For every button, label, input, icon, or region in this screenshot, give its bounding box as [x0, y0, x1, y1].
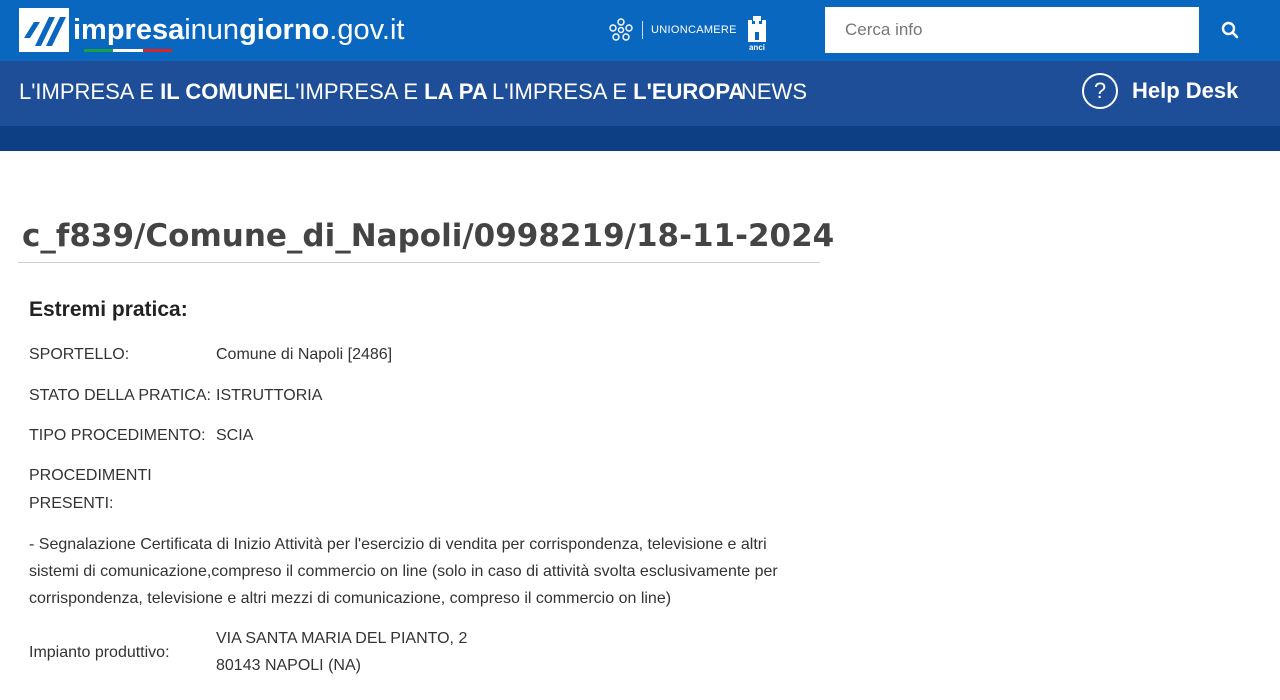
anci-tower-icon	[744, 14, 770, 52]
tipo-label: TIPO PROCEDIMENTO:	[29, 427, 206, 444]
unioncamere-icon	[608, 17, 634, 43]
search-button[interactable]	[1200, 7, 1259, 53]
unioncamere-logo[interactable]	[608, 17, 737, 43]
impianto-label: Impianto produttivo:	[29, 644, 170, 661]
procedimento-description: - Segnalazione Certificata di Inizio Attività per l'esercizio di vendita per corrispondenza, televisione e altri sistemi di comunicazione,compreso il commercio on line (solo in caso di attività svolta esclusivamente per corrispondenza, televisione e altri mezzi di comunicazione, compreso il commercio on line)	[29, 536, 778, 607]
help-desk-link[interactable]	[1082, 71, 1238, 111]
anci-logo[interactable]	[744, 14, 770, 57]
sub-bar	[0, 126, 1280, 151]
impianto-address-line-1: VIA SANTA MARIA DEL PIANTO, 2	[216, 630, 468, 647]
search-icon	[1221, 21, 1239, 39]
procedimenti-label-line-2: PRESENTI:	[29, 495, 114, 512]
search-input[interactable]	[825, 7, 1199, 53]
unioncamere-label: UNIONCAMERE	[651, 24, 737, 36]
page-title: c_f839/Comune_di_Napoli/0998219/18-11-2024	[22, 218, 835, 254]
nav-news[interactable]: NEWS	[741, 79, 807, 104]
logo-text: impresainungiorno.gov.it	[73, 14, 405, 46]
top-bar	[0, 0, 1280, 61]
help-icon: ?	[1082, 73, 1118, 109]
sportello-label: SPORTELLO:	[29, 346, 130, 363]
main-nav	[0, 61, 1280, 126]
svg-text:anci: anci	[748, 43, 766, 52]
tipo-value: SCIA	[216, 427, 254, 444]
impianto-address-line-2: 80143 NAPOLI (NA)	[216, 657, 361, 674]
stato-value: ISTRUTTORIA	[216, 387, 323, 404]
help-desk-label: Help Desk	[1132, 78, 1239, 103]
nav-impresa-pa[interactable]: L'IMPRESA E LA PA	[283, 79, 488, 104]
site-logo[interactable]	[19, 8, 404, 54]
sportello-value: Comune di Napoli [2486]	[216, 346, 393, 363]
divider	[642, 21, 643, 39]
stato-label: STATO DELLA PRATICA:	[29, 387, 211, 404]
italian-flag-stripe	[84, 49, 172, 52]
nav-impresa-comune[interactable]: L'IMPRESA E IL COMUNE	[19, 79, 284, 104]
logo-mark-icon	[19, 8, 69, 52]
title-divider	[18, 262, 820, 263]
nav-impresa-europa[interactable]: L'IMPRESA E L'EUROPA	[492, 79, 745, 104]
section-heading: Estremi pratica:	[29, 298, 188, 321]
procedimenti-label-line-1: PROCEDIMENTI	[29, 467, 152, 484]
